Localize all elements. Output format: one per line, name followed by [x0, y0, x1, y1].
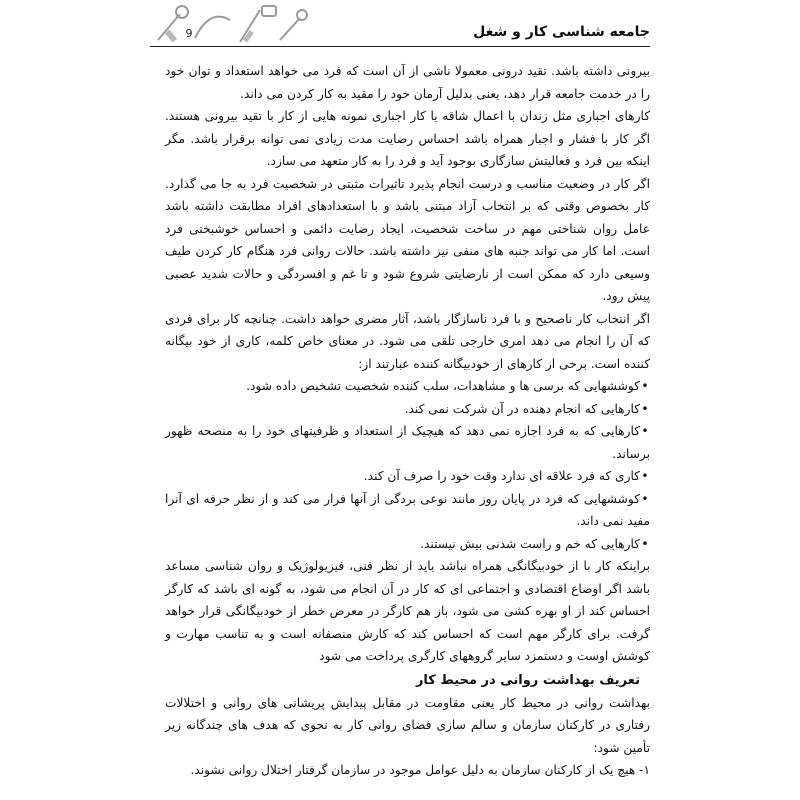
bullet-icon: • [641, 491, 649, 506]
bullet-text: کاری که فرد علاقه ای ندارد وقت خود را صرف آن کند. [363, 469, 640, 483]
bullet-text: کوششهایی که برسی ها و مشاهدات، سلب کننده شخصیت تشخیص داده شود. [246, 379, 640, 393]
bullet-text: کوششهایی که فرد در پایان روز مانند نوعی بردگی از آنها فرار می کند و از نظر حرفه ای آنرا مفید نمی داند. [165, 491, 650, 528]
numbered-item: ۱- هیچ یک از کارکنان سازمان به دلیل عوامل موجود در سازمان گرفتار اختلال روانی نشوند. [190, 763, 650, 777]
bullet-item [165, 465, 650, 488]
body-text [165, 60, 650, 780]
paragraph: بیرونی داشته باشد. تقید درونی معمولا ناشی از آن است که فرد می خواهد استعداد و توان خود را در خدمت جامعه قرار دهد، یعنی بدلیل آرمان خود را مقید به کار کردن می داند. [165, 64, 650, 101]
bullet-icon: • [641, 536, 649, 551]
paragraph: اگر انتخاب کار ناصحیح و با فرد ناسازگار باشد، آثار مضری خواهد داشت. چنانچه کار برای فردی که آن را انجام می دهد امری خارجی تلقی می شود. در معنای خاص کلمه، کاری از خود بیگانه کننده است. برخی از کارهای از خودبیگانه کننده عبارتند از: [165, 311, 650, 371]
bullet-text: کارهایی که خم و راست شدنی بیش نیستند. [420, 536, 640, 551]
header-rule [150, 46, 650, 47]
page-number: 9 [185, 27, 193, 40]
running-header-title: جامعه شناسی کار و شغل [473, 24, 650, 40]
paragraph: براینکه کار با از خودبیگانگی همراه نباشد باید از نظر فنی، فیزیولوژیک و روان شناسی مساعد باشد اگر اوضاع اقتصادی و اجتماعی ای که کار در آن انجام می شود، به گونه ای باشد که کارگر احساس کند از او بهره کشی می شود، باز هم کارگر در معرض خطر از خودبیگانگی قرار خواهد گرفت. برای کارگر مهم است که احساس کند که کارش منصفانه است و به تناسب مهارت و کوشش اوست و دستمزد سایر گروههای کارگری پرداخت می شود [165, 559, 650, 663]
bullet-icon: • [641, 401, 649, 416]
bullet-icon: • [641, 379, 649, 393]
bullet-item [165, 420, 650, 465]
bullet-item [165, 398, 650, 421]
bullet-text: کارهایی که انجام دهنده در آن شرکت نمی کند. [404, 401, 640, 416]
bullet-icon: • [641, 424, 649, 438]
bullet-icon: • [641, 469, 649, 483]
paragraph: کارهای اجباری مثل زندان با اعمال شاقه یا کار اجباری نمونه هایی از کار با تقید بیرونی هستند. اگر کار با فشار و اجبار همراه باشد احساس رضایت مدت زیادی نمی توانه برقرار باشد. مگر اینکه بین فرد و فعالیتش سازگاری بوجود آید و فرد را به کار متعهد می سازد. [165, 109, 650, 168]
bullet-text: کارهایی که به فرد اجازه نمی دهد که هیچیک از استعداد و ظرفیتهای خود را به منصحه ظهور برساند. [165, 424, 650, 461]
bullet-item [165, 488, 650, 533]
bullet-item [165, 533, 650, 556]
paragraph: بهداشت روانی در محیط کار یعنی مقاومت در مقابل پیدایش پریشانی های روانی و اختلالات رفتاری در کارکنان سازمان و سالم سازی فضای روانی کار به نحوی که هدف های چندگانه زیر تأمین شود: [165, 695, 650, 755]
bullet-item [165, 375, 650, 398]
tools-decoration-icon [150, 0, 310, 48]
paragraph: اگر کار در وضعیت مناسب و درست انجام پذیرد تاثیرات مثبتی در شخصیت فرد به جا می گذارد. کار بخصوص وقتی که بر انتخاب آزاد مبتنی باشد و با استعدادهای افراد مطابقت داشته باشد عامل روان شناختی مهم در ساخت شخصیت، ایجاد رضایت دائمی و احساس خوشبختی فرد است. اما کار می تواند جنبه های منفی نیز داشته باشد. حالات روانی فرد هنگام کار کردن طیف وسیعی دارد که ممکن است از نارضایتی شروع شود و تا غم و افسردگی و حالات شدید عصبی پیش رود. [165, 176, 650, 303]
section-heading: تعریف بهداشت روانی در محیط کار [415, 672, 640, 688]
